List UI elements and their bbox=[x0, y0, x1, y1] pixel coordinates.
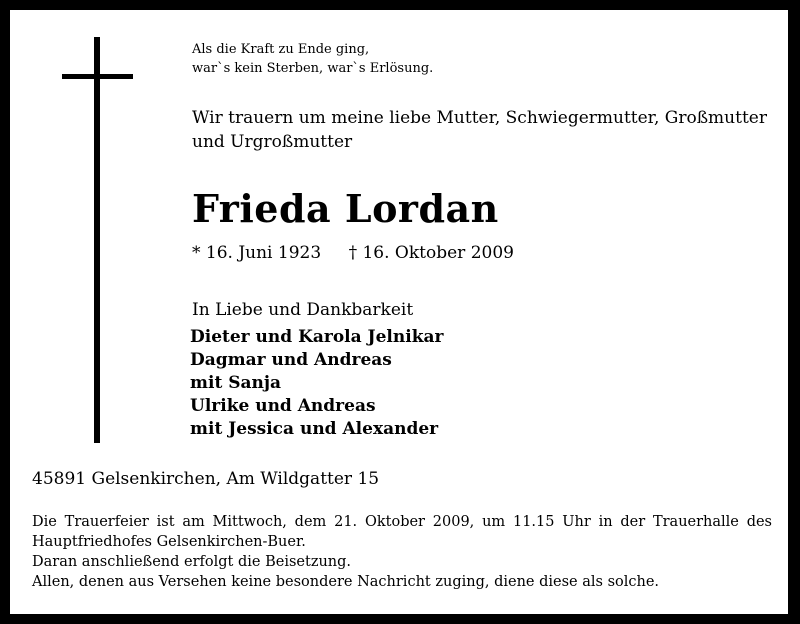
death-date: † 16. Oktober 2009 bbox=[348, 243, 514, 263]
notice-line: Daran anschließend erfolgt die Beisetzung. bbox=[32, 554, 352, 570]
mourner-name: Dagmar und Andreas bbox=[190, 350, 392, 370]
notice-line: Allen, denen aus Versehen keine besondere Nachricht zuging, diene diese als solche. bbox=[32, 574, 660, 590]
mourner-name: Ulrike und Andreas bbox=[190, 396, 376, 416]
deceased-name: Frieda Lordan bbox=[192, 186, 499, 231]
intro-text bbox=[192, 106, 772, 154]
funeral-notice bbox=[32, 512, 772, 592]
quote-line: Als die Kraft zu Ende ging, bbox=[192, 42, 370, 57]
mourner-name: mit Sanja bbox=[190, 373, 282, 393]
intro-line: Wir trauern um meine liebe Mutter, Schwiegermutter, Großmutter bbox=[192, 108, 767, 128]
mourners-list bbox=[190, 326, 443, 441]
mourner-name: mit Jessica und Alexander bbox=[190, 419, 439, 439]
obituary-card bbox=[10, 10, 788, 614]
mourner-name: Dieter und Karola Jelnikar bbox=[190, 327, 444, 347]
notice-line: Die Trauerfeier ist am Mittwoch, dem 21. Oktober 2009, um 11.15 Uhr in der Trauerhalle des Hauptfriedhofes Gelsenkirchen-Buer. bbox=[32, 514, 772, 550]
address: 45891 Gelsenkirchen, Am Wildgatter 15 bbox=[32, 469, 380, 489]
birth-date: * 16. Juni 1923 bbox=[192, 243, 322, 263]
quote-line: war`s kein Sterben, war`s Erlösung. bbox=[192, 61, 434, 76]
cross-icon-vertical bbox=[94, 37, 100, 443]
cross-icon-horizontal bbox=[62, 74, 133, 79]
mourners-heading: In Liebe und Dankbarkeit bbox=[192, 300, 414, 320]
intro-line: und Urgroßmutter bbox=[192, 132, 353, 152]
quote bbox=[192, 40, 433, 78]
life-dates bbox=[192, 243, 514, 263]
